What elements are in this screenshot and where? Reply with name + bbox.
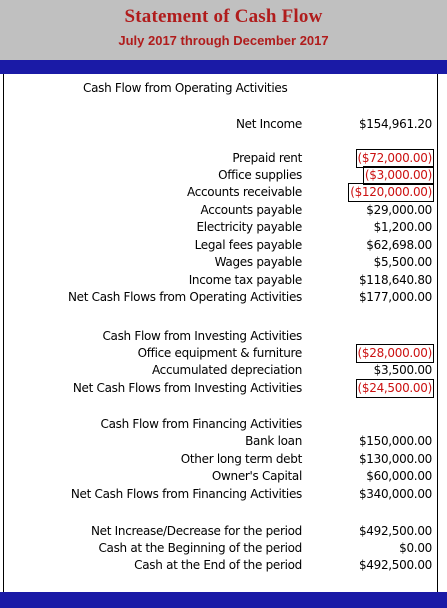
row-label: Net Cash Flows from Investing Activities (72, 381, 302, 395)
report-title: Statement of Cash Flow (124, 6, 323, 27)
table-row (0, 557, 447, 574)
report-period: July 2017 through December 2017 (118, 33, 329, 48)
row-value: $492,500.00 (358, 524, 432, 538)
table-row (0, 150, 447, 167)
row-label: Prepaid rent (232, 151, 302, 165)
row-label: Accumulated depreciation (151, 363, 302, 377)
table-row (0, 523, 447, 540)
row-label: Net Income (235, 117, 302, 131)
table-row (0, 451, 447, 468)
row-label: Wages payable (214, 255, 302, 269)
row-value: $150,000.00 (358, 434, 432, 448)
row-value: $5,500.00 (373, 255, 432, 269)
row-label: Income tax payable (188, 273, 302, 287)
row-value: $60,000.00 (366, 469, 432, 483)
table-row (0, 362, 447, 379)
bottom-band (0, 592, 447, 608)
row-value: ($24,500.00) (357, 381, 432, 395)
table-row (0, 80, 447, 97)
row-value: $1,200.00 (373, 220, 432, 234)
row-label: Cash Flow from Investing Activities (102, 329, 302, 343)
row-label: Cash Flow from Financing Activities (100, 417, 302, 431)
row-value: ($28,000.00) (357, 346, 432, 360)
table-row (0, 433, 447, 450)
row-value: $492,500.00 (358, 558, 432, 572)
row-label: Legal fees payable (194, 238, 302, 252)
row-label: Net Increase/Decrease for the period (90, 524, 302, 538)
row-label: Office supplies (218, 168, 302, 182)
row-label: Accounts receivable (187, 185, 302, 199)
table-row (0, 328, 447, 345)
row-value: ($72,000.00) (357, 151, 432, 165)
table-row (0, 416, 447, 433)
row-label: Bank loan (245, 434, 302, 448)
table-row (0, 272, 447, 289)
report-header (0, 0, 447, 60)
table-row (0, 219, 447, 236)
row-label: Owner's Capital (211, 469, 302, 483)
table-row (0, 202, 447, 219)
row-label: Net Cash Flows from Operating Activities (67, 290, 302, 304)
row-label: Other long term debt (180, 452, 302, 466)
row-label: Cash at the Beginning of the period (98, 541, 302, 555)
table-row (0, 237, 447, 254)
table-row (0, 540, 447, 557)
table-row (0, 486, 447, 503)
table-row (0, 289, 447, 306)
row-label: Cash Flow from Operating Activities (83, 81, 288, 95)
row-label: Office equipment & furniture (137, 346, 302, 360)
row-value: $154,961.20 (358, 117, 432, 131)
table-row (0, 184, 447, 201)
row-value: $118,640.80 (358, 273, 432, 287)
table-row (0, 345, 447, 362)
top-band (0, 60, 447, 74)
row-value: $130,000.00 (358, 452, 432, 466)
row-value: $177,000.00 (358, 290, 432, 304)
row-value: $0.00 (399, 541, 432, 555)
row-value: $62,698.00 (366, 238, 432, 252)
table-row (0, 254, 447, 271)
row-label: Cash at the End of the period (134, 558, 302, 572)
row-label: Electricity payable (196, 220, 302, 234)
row-value: ($120,000.00) (350, 185, 432, 199)
row-value: $340,000.00 (358, 487, 432, 501)
row-value: $29,000.00 (366, 203, 432, 217)
table-row (0, 468, 447, 485)
row-value: ($3,000.00) (364, 168, 432, 182)
row-value: $3,500.00 (373, 363, 432, 377)
row-label: Accounts payable (200, 203, 302, 217)
row-label: Net Cash Flows from Financing Activities (70, 487, 302, 501)
table-row (0, 167, 447, 184)
table-row (0, 116, 447, 133)
table-row (0, 380, 447, 397)
